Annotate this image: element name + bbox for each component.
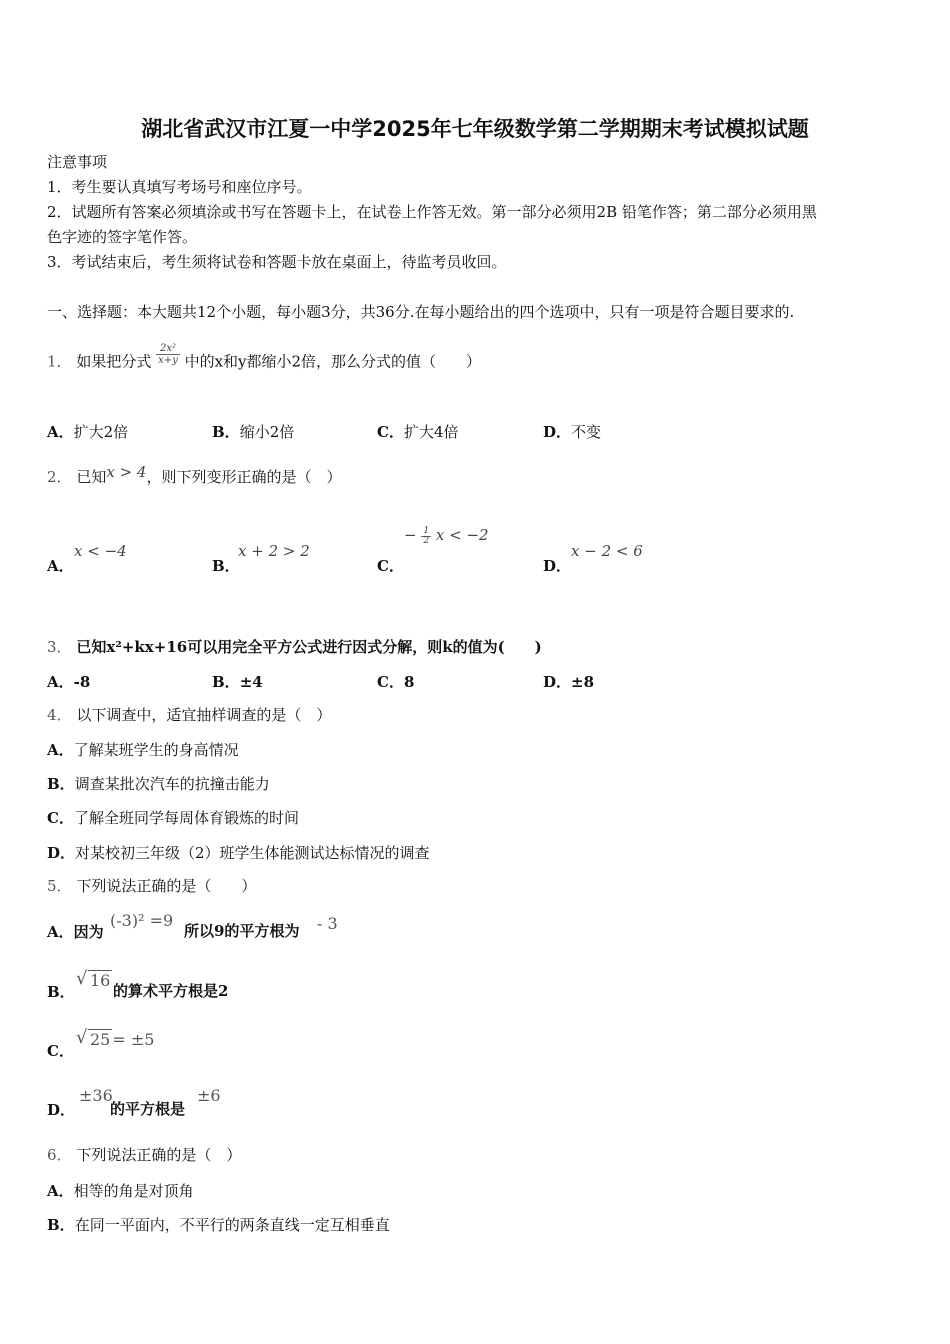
option-c[interactable] <box>377 421 459 442</box>
option-d[interactable] <box>543 671 594 692</box>
fraction <box>156 343 180 366</box>
option-label: B． <box>212 673 240 691</box>
page-title: 湖北省武汉市江夏一中学2025年七年级数学第二学期期末考试模拟试题 <box>141 117 809 141</box>
fraction-numerator: 2x² <box>156 343 180 355</box>
option-d[interactable] <box>543 421 601 442</box>
option-d-math: ±36 <box>79 1086 113 1105</box>
option-text: 了解全班同学每周体育锻炼的时间 <box>73 809 299 827</box>
question-number: 2． <box>47 468 72 486</box>
option-label: C． <box>377 423 404 441</box>
option-text: 了解某班学生的身高情况 <box>73 741 239 759</box>
option-b-math: √ 16 <box>76 968 111 990</box>
option-a[interactable] <box>47 555 74 576</box>
option-b[interactable] <box>212 421 294 442</box>
option-text: 扩大2倍 <box>73 423 129 441</box>
question-5 <box>47 876 256 896</box>
option-label: A． <box>47 423 74 441</box>
notice-item: 2．试题所有答案必须填涂或书写在答题卡上，在试卷上作答无效。第一部分必须用2B 铅笔作答；第二部分必须用黑 <box>47 203 817 221</box>
option-d-text: 的平方根是 <box>110 1100 186 1118</box>
fraction <box>421 527 431 546</box>
option-label: D． <box>47 1101 76 1119</box>
option-label: C． <box>47 809 74 827</box>
option-text: 8 <box>403 673 415 691</box>
notice-item: 色字迹的签字笔作答。 <box>47 228 198 246</box>
option-label: D． <box>543 557 572 575</box>
option-b[interactable] <box>212 555 240 576</box>
option-a-math: x < −4 <box>74 542 127 560</box>
option-label: A． <box>47 1182 74 1200</box>
option-a[interactable] <box>47 1180 194 1201</box>
option-b[interactable] <box>212 671 263 692</box>
option-label: D． <box>543 423 572 441</box>
question-text: 下列说法正确的是（ ） <box>76 877 257 895</box>
question-text: 已知x²+kx+16可以用完全平方公式进行因式分解，则k的值为( ) <box>76 638 542 656</box>
option-text: 不变 <box>571 423 602 441</box>
option-label: B． <box>212 557 240 575</box>
option-label: B． <box>47 983 75 1001</box>
section-heading: 一、选择题：本大题共12个小题，每小题3分，共36分.在每小题给出的四个选项中，只有一项是符合题目要求的. <box>47 303 795 321</box>
question-3 <box>47 637 542 657</box>
notice-item: 3．考试结束后，考生须将试卷和答题卡放在桌面上，待监考员收回。 <box>47 253 507 271</box>
radicand: 16 <box>90 971 111 990</box>
option-c[interactable] <box>47 1040 74 1061</box>
option-b-text: 的算术平方根是2 <box>113 982 229 1000</box>
option-text: 相等的角是对顶角 <box>73 1182 194 1200</box>
option-a[interactable] <box>47 671 90 692</box>
radicand: 25 <box>90 1030 111 1049</box>
option-d[interactable] <box>47 1099 75 1120</box>
option-d[interactable] <box>543 555 571 576</box>
option-d-math: x − 2 < 6 <box>571 542 643 560</box>
question-text: ，则下列变形正确的是（ ） <box>146 468 342 486</box>
notice-item: 1．考生要认真填写考场号和座位序号。 <box>47 178 312 196</box>
notice-heading: 注意事项 <box>47 153 108 171</box>
math-expression: x > 4 <box>106 463 147 481</box>
question-text: 已知 <box>76 468 107 486</box>
math-expression: x < −2 <box>435 526 489 544</box>
option-a-text: 所以9的平方根为 <box>184 922 300 940</box>
option-c-math <box>404 526 489 546</box>
option-text: -8 <box>73 673 91 691</box>
option-label: C． <box>377 557 404 575</box>
option-label: B． <box>212 423 240 441</box>
question-number: 1． <box>47 352 72 371</box>
question-6 <box>47 1145 241 1165</box>
option-label: A． <box>47 923 74 941</box>
question-text: 下列说法正确的是（ ） <box>76 1146 242 1164</box>
question-number: 4． <box>47 706 72 724</box>
option-d-math-2: ±6 <box>197 1086 221 1105</box>
question-2 <box>47 463 342 487</box>
question-text: 如果把分式 <box>76 352 152 371</box>
math-minus: − <box>404 526 417 544</box>
option-a[interactable] <box>47 739 239 760</box>
question-4 <box>47 705 331 725</box>
option-c[interactable] <box>377 555 404 576</box>
option-text: 在同一平面内，不平行的两条直线一定互相垂直 <box>74 1216 390 1234</box>
option-b[interactable] <box>47 981 75 1002</box>
option-text: ±8 <box>571 673 595 691</box>
option-label: A． <box>47 741 74 759</box>
option-text: 扩大4倍 <box>403 423 459 441</box>
option-c[interactable] <box>47 807 299 828</box>
option-b[interactable] <box>47 773 270 794</box>
option-a-math: (-3)² =9 <box>110 911 174 930</box>
option-b[interactable] <box>47 1214 390 1235</box>
option-a[interactable] <box>47 921 104 942</box>
option-text: 缩小2倍 <box>239 423 295 441</box>
option-label: C． <box>47 1042 74 1060</box>
option-label: A． <box>47 673 74 691</box>
question-number: 5． <box>47 877 72 895</box>
math-expression: = ±5 <box>112 1030 155 1049</box>
option-label: D． <box>47 844 76 862</box>
fraction-numerator: 1 <box>423 525 430 536</box>
question-number: 6． <box>47 1146 72 1164</box>
option-c[interactable] <box>377 671 414 692</box>
question-1 <box>47 343 482 374</box>
question-text: 中的x和y都缩小2倍，那么分式的值（ ） <box>184 352 482 371</box>
option-text: 因为 <box>73 923 104 941</box>
question-text: 以下调查中，适宜抽样调查的是（ ） <box>76 706 332 724</box>
option-c-math: √ 25 = ±5 <box>76 1027 155 1049</box>
option-label: C． <box>377 673 404 691</box>
fraction-denominator: 2 <box>423 535 430 546</box>
option-label: D． <box>543 673 572 691</box>
question-number: 3． <box>47 638 72 656</box>
option-text: ±4 <box>239 673 263 691</box>
option-d[interactable] <box>47 842 430 863</box>
option-text: 对某校初三年级（2）班学生体能测试达标情况的调查 <box>75 844 430 862</box>
option-label: A． <box>47 557 74 575</box>
option-a[interactable] <box>47 421 128 442</box>
option-b-math: x + 2 > 2 <box>238 542 310 560</box>
option-text: 调查某批次汽车的抗撞击能力 <box>74 775 270 793</box>
option-label: B． <box>47 775 75 793</box>
option-label: B． <box>47 1216 75 1234</box>
fraction-denominator: x+y <box>158 355 178 366</box>
option-a-math-2: - 3 <box>317 914 338 933</box>
